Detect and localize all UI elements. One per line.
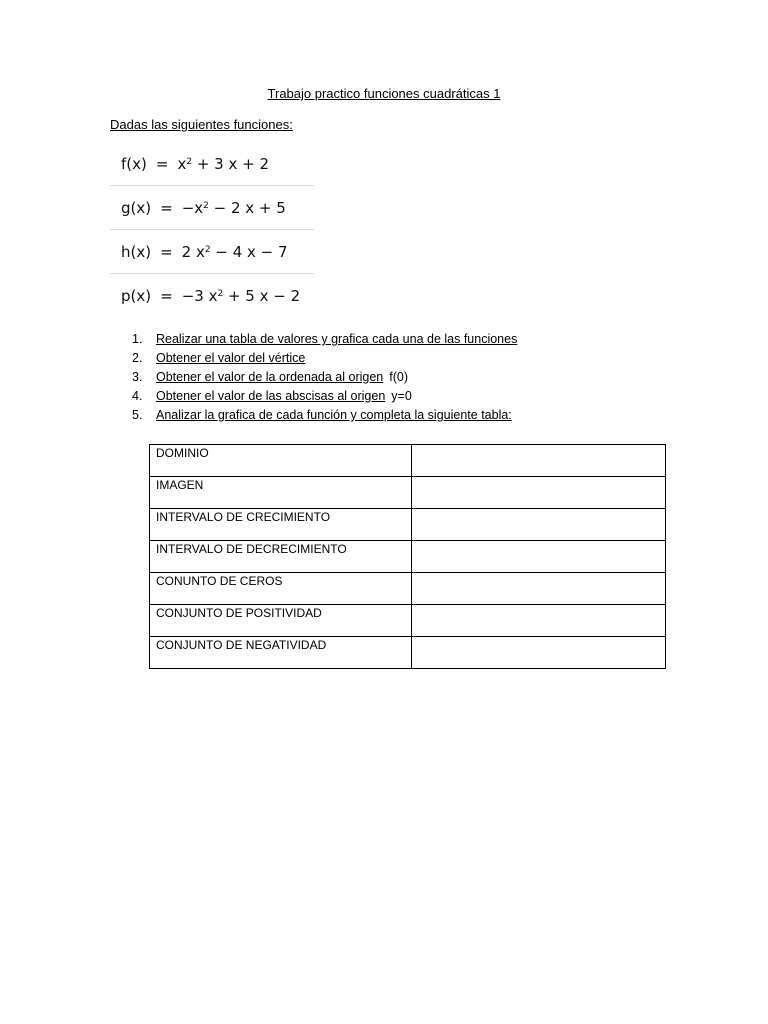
task-extra: y=0 [391, 389, 412, 403]
task-item [132, 406, 517, 425]
task-text: Obtener el valor del vértice [156, 351, 306, 365]
function-rest: − 2 x + 5 [208, 198, 286, 217]
task-number: 5. [132, 408, 143, 422]
table-row [150, 477, 666, 509]
intro-text: Dadas las siguientes funciones: [110, 117, 293, 132]
row-label: CONJUNTO DE NEGATIVIDAD [150, 637, 412, 669]
exponent: 2 [186, 156, 193, 167]
function-rest: − 4 x − 7 [210, 242, 288, 261]
task-number: 4. [132, 389, 143, 403]
function-term: 2 x [181, 242, 205, 261]
page-title: Trabajo practico funciones cuadráticas 1 [267, 86, 501, 101]
function-name: f(x) [121, 154, 147, 173]
analysis-table [149, 444, 666, 669]
task-number: 2. [132, 351, 143, 365]
function-f [110, 142, 314, 186]
row-value-cell[interactable] [411, 541, 665, 573]
row-value-cell[interactable] [411, 637, 665, 669]
table-row [150, 637, 666, 669]
function-term: −3 x [181, 287, 218, 305]
function-term: x [177, 154, 187, 173]
table-row [150, 445, 666, 477]
row-label: IMAGEN [150, 477, 412, 509]
task-list [132, 330, 517, 425]
table-row [150, 573, 666, 605]
task-text: Obtener el valor de las abscisas al origen [156, 389, 386, 403]
row-label: INTERVALO DE CRECIMIENTO [150, 509, 412, 541]
function-g [110, 186, 314, 230]
equals-sign: = [160, 198, 173, 217]
task-text: Realizar una tabla de valores y grafica cada una de las funciones [156, 332, 518, 346]
exponent: 2 [217, 289, 224, 299]
row-label: INTERVALO DE DECRECIMIENTO [150, 541, 412, 573]
row-value-cell[interactable] [411, 445, 665, 477]
exponent: 2 [204, 244, 211, 255]
task-item [132, 330, 517, 349]
row-value-cell[interactable] [411, 477, 665, 509]
row-label: CONJUNTO DE POSITIVIDAD [150, 605, 412, 637]
row-label: DOMINIO [150, 445, 412, 477]
table-row [150, 509, 666, 541]
function-list [110, 142, 314, 318]
task-text: Obtener el valor de la ordenada al origen [156, 370, 384, 384]
table-row [150, 605, 666, 637]
function-h [110, 230, 314, 274]
task-number: 3. [132, 370, 143, 384]
task-number: 1. [132, 332, 143, 346]
function-name: g(x) [121, 198, 152, 217]
row-value-cell[interactable] [411, 605, 665, 637]
task-item [132, 368, 517, 387]
function-term: −x [181, 198, 204, 217]
task-extra: f(0) [389, 370, 408, 384]
equals-sign: = [160, 242, 173, 261]
function-rest: + 3 x + 2 [192, 154, 270, 173]
row-value-cell[interactable] [411, 509, 665, 541]
equals-sign: = [160, 287, 173, 305]
task-text: Analizar la grafica de cada función y completa la siguiente tabla: [156, 408, 512, 422]
row-label: CONUNTO DE CEROS [150, 573, 412, 605]
table-row [150, 541, 666, 573]
function-name: p(x) [121, 287, 152, 305]
task-item [132, 349, 517, 368]
task-item [132, 387, 517, 406]
exponent: 2 [203, 200, 209, 211]
function-p [110, 274, 314, 318]
function-name: h(x) [121, 242, 152, 261]
equals-sign: = [155, 154, 169, 173]
row-value-cell[interactable] [411, 573, 665, 605]
function-rest: + 5 x − 2 [223, 287, 301, 305]
